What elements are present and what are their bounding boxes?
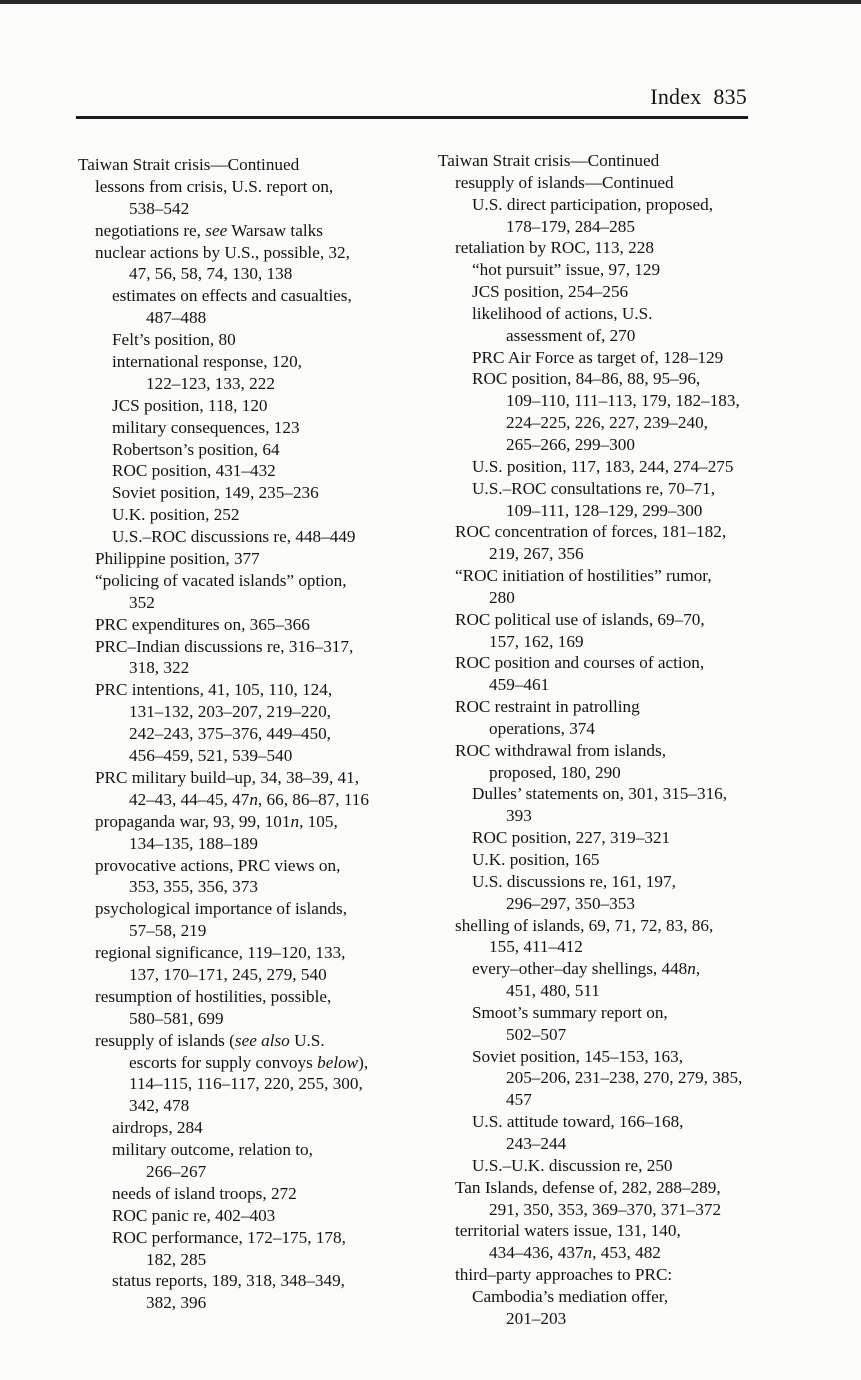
index-heading: Taiwan Strait crisis—Continued: [438, 151, 660, 170]
index-entry-line: Cambodia’s mediation offer,: [472, 1286, 669, 1306]
running-header: [650, 84, 747, 110]
index-entry-line: PRC expenditures on, 365–366: [95, 614, 310, 634]
index-entry-line: operations, 374: [489, 718, 595, 738]
header-rule: [76, 116, 748, 119]
index-entry-line: Dulles’ statements on, 301, 315–316,: [472, 784, 728, 804]
index-entry-line: 182, 285: [146, 1249, 207, 1269]
index-entry-line: 451, 480, 511: [506, 981, 600, 1001]
index-entry-line: 155, 411–412: [489, 937, 583, 957]
index-entry-line: proposed, 180, 290: [489, 762, 621, 782]
index-entry-line: 434–436, 437n, 453, 482: [489, 1243, 661, 1263]
index-entry-line: needs of island troops, 272: [112, 1183, 297, 1203]
index-entry-line: third–party approaches to PRC:: [455, 1265, 673, 1285]
index-entry-line: JCS position, 254–256: [472, 282, 629, 302]
index-entry-line: U.K. position, 165: [472, 850, 600, 869]
index-entry-line: 224–225, 226, 227, 239–240,: [506, 413, 708, 433]
index-entry-line: lessons from crisis, U.S. report on,: [95, 176, 334, 196]
index-entry-line: 342, 478: [129, 1096, 190, 1116]
index-entry-line: 219, 267, 356: [489, 544, 584, 564]
index-entry-line: Smoot’s summary report on,: [472, 1002, 668, 1022]
index-entry-line: 296–297, 350–353: [506, 893, 635, 913]
index-entry-line: ROC position, 84–86, 88, 95–96,: [472, 369, 701, 389]
index-entry-line: U.S. discussions re, 161, 197,: [472, 871, 676, 891]
index-entry-line: 291, 350, 353, 369–370, 371–372: [489, 1199, 722, 1219]
index-entry-line: 580–581, 699: [129, 1008, 224, 1028]
index-entry-line: resupply of islands (see also U.S.: [95, 1030, 325, 1050]
index-entry-line: likelihood of actions, U.S.: [472, 303, 653, 323]
index-entry-line: ROC position, 431–432: [112, 461, 276, 481]
index-entry-line: ROC position and courses of action,: [455, 653, 705, 673]
index-heading: Taiwan Strait crisis—Continued: [78, 155, 300, 174]
index-entry-line: U.S.–ROC discussions re, 448–449: [112, 527, 356, 547]
index-entry-line: 265–266, 299–300: [506, 434, 635, 454]
index-entry-line: 109–111, 128–129, 299–300: [506, 500, 703, 520]
index-entry-line: 280: [489, 587, 515, 607]
index-entry-line: escorts for supply convoys below),: [129, 1052, 369, 1072]
index-entry-line: 137, 170–171, 245, 279, 540: [129, 964, 327, 984]
index-entry-line: Soviet position, 145–153, 163,: [472, 1046, 684, 1066]
index-entry-line: ROC position, 227, 319–321: [472, 828, 671, 848]
index-entry-line: U.S. position, 117, 183, 244, 274–275: [472, 456, 734, 476]
index-entry-line: 457: [506, 1090, 532, 1110]
index-entry-line: nuclear actions by U.S., possible, 32,: [95, 242, 350, 262]
index-entry-line: JCS position, 118, 120: [112, 395, 268, 415]
index-entry-line: Tan Islands, defense of, 282, 288–289,: [455, 1177, 721, 1197]
index-entry-line: U.S. attitude toward, 166–168,: [472, 1112, 684, 1132]
index-entry-line: 109–110, 111–113, 179, 182–183,: [506, 391, 740, 411]
index-entry-line: 157, 162, 169: [489, 631, 584, 651]
index-entry-line: estimates on effects and casualties,: [112, 286, 352, 306]
index-entry-line: 456–459, 521, 539–540: [129, 746, 293, 766]
index-entry-line: 201–203: [506, 1308, 567, 1328]
index-column-right: [438, 150, 778, 1330]
index-entry-line: Robertson’s position, 64: [112, 439, 280, 459]
index-entry-line: military consequences, 123: [112, 417, 300, 437]
index-entry-line: 134–135, 188–189: [129, 833, 258, 853]
index-entry-line: “policing of vacated islands” option,: [95, 570, 347, 590]
index-entry-line: propaganda war, 93, 99, 101n, 105,: [95, 811, 338, 831]
index-entry-line: ROC political use of islands, 69–70,: [455, 609, 705, 629]
index-entry-line: Felt’s position, 80: [112, 330, 236, 350]
page-number: 835: [713, 84, 747, 109]
index-entry-line: ROC performance, 172–175, 178,: [112, 1227, 346, 1247]
index-entry-line: 57–58, 219: [129, 921, 207, 941]
index-entry-line: 266–267: [146, 1161, 207, 1181]
index-entry-line: 393: [506, 806, 532, 826]
index-entry-line: airdrops, 284: [112, 1118, 203, 1138]
index-entry-line: 47, 56, 58, 74, 130, 138: [129, 264, 293, 284]
index-entry-line: assessment of, 270: [506, 325, 636, 345]
index-entry-line: PRC–Indian discussions re, 316–317,: [95, 636, 354, 656]
index-entry-line: Soviet position, 149, 235–236: [112, 483, 319, 503]
index-entry-line: U.S. direct participation, proposed,: [472, 194, 714, 214]
index-entry-line: 487–488: [146, 308, 207, 328]
index-entry-line: PRC intentions, 41, 105, 110, 124,: [95, 680, 333, 700]
index-entry-line: “ROC initiation of hostilities” rumor,: [455, 566, 712, 586]
index-entry-line: PRC military build–up, 34, 38–39, 41,: [95, 767, 360, 787]
index-entry-line: provocative actions, PRC views on,: [95, 855, 341, 875]
index-entry-line: 122–123, 133, 222: [146, 373, 275, 393]
index-entry-line: resupply of islands—Continued: [455, 172, 674, 192]
index-column-left: [78, 154, 423, 1314]
index-entry-line: 502–507: [506, 1024, 567, 1044]
index-entry-line: ROC withdrawal from islands,: [455, 740, 667, 760]
index-entry-line: PRC Air Force as target of, 128–129: [472, 347, 724, 367]
index-entry-line: 459–461: [489, 675, 550, 695]
index-entry-line: 353, 355, 356, 373: [129, 877, 258, 897]
index-entry-line: regional significance, 119–120, 133,: [95, 943, 346, 963]
index-entry-line: 114–115, 116–117, 220, 255, 300,: [129, 1074, 363, 1094]
index-entry-line: 242–243, 375–376, 449–450,: [129, 724, 331, 744]
top-edge-bar: [0, 0, 861, 4]
index-entry-line: every–other–day shellings, 448n,: [472, 959, 701, 979]
index-entry-line: psychological importance of islands,: [95, 899, 348, 919]
index-entry-line: 538–542: [129, 198, 190, 218]
index-entry-line: ROC restraint in patrolling: [455, 697, 640, 717]
index-entry-line: ROC panic re, 402–403: [112, 1205, 276, 1225]
index-entry-line: 243–244: [506, 1133, 567, 1153]
index-entry-line: 382, 396: [146, 1293, 207, 1313]
index-entry-line: “hot pursuit” issue, 97, 129: [472, 260, 661, 280]
index-entry-line: retaliation by ROC, 113, 228: [455, 238, 654, 258]
index-entry-line: shelling of islands, 69, 71, 72, 83, 86,: [455, 915, 714, 935]
index-entry-line: resumption of hostilities, possible,: [95, 986, 332, 1006]
index-entry-line: 352: [129, 592, 155, 612]
index-entry-line: ROC concentration of forces, 181–182,: [455, 522, 727, 542]
index-entry-line: status reports, 189, 318, 348–349,: [112, 1271, 345, 1291]
index-entry-line: 205–206, 231–238, 270, 279, 385,: [506, 1068, 743, 1088]
index-entry-line: U.K. position, 252: [112, 505, 240, 525]
index-entry-line: international response, 120,: [112, 352, 302, 372]
index-entry-line: 318, 322: [129, 658, 190, 678]
index-entry-line: U.S.–ROC consultations re, 70–71,: [472, 478, 716, 498]
index-entry-line: negotiations re, see Warsaw talks: [95, 220, 323, 240]
header-title: Index: [650, 84, 702, 109]
index-entry-line: territorial waters issue, 131, 140,: [455, 1221, 681, 1241]
index-entry-line: 178–179, 284–285: [506, 216, 635, 236]
index-entry-line: 131–132, 203–207, 219–220,: [129, 702, 331, 722]
index-entry-line: U.S.–U.K. discussion re, 250: [472, 1155, 673, 1175]
index-entry-line: Philippine position, 377: [95, 549, 260, 569]
index-entry-line: 42–43, 44–45, 47n, 66, 86–87, 116: [129, 789, 369, 809]
index-entry-line: military outcome, relation to,: [112, 1140, 313, 1160]
